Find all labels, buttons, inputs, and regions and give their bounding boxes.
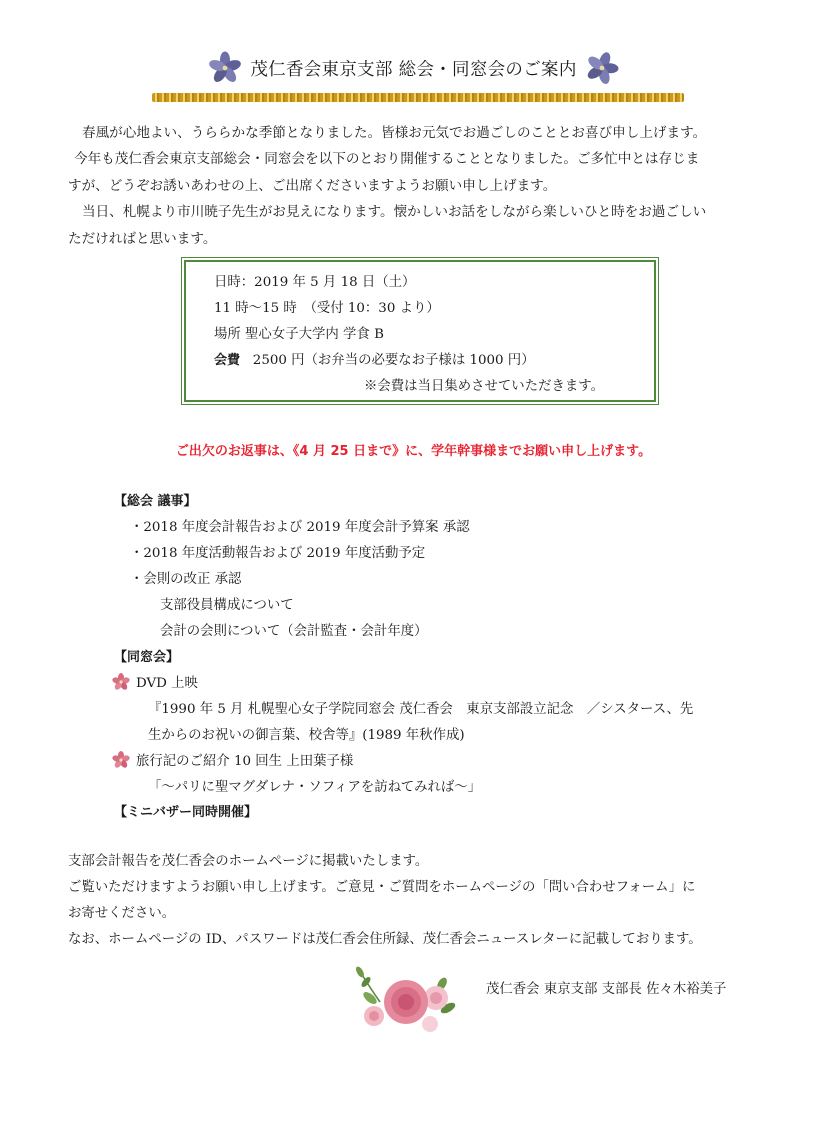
violet-flower-icon	[585, 51, 619, 85]
sakura-icon	[112, 673, 130, 691]
intro-text: すが、どうぞお誘いあわせの上、ご出席くださいますようお願い申し上げます。	[68, 177, 557, 194]
fee-label: 会費	[214, 353, 241, 368]
reunion-heading: 【同窓会】	[114, 650, 180, 665]
closing-line: ご覧いただけますようお願い申し上げます。ご意見・ご質問をホームページの「問い合わせフォーム」に	[68, 880, 696, 895]
signature: 茂仁香会 東京支部 支部長 佐々木裕美子	[486, 982, 727, 997]
agenda-item: ・2018 年度会計報告および 2019 年度会計予算案 承認	[130, 520, 470, 535]
fee-note: ※会費は当日集めさせていただきます。	[364, 379, 604, 394]
travel-title: 旅行記のご紹介 10 回生 上田葉子様	[136, 754, 354, 769]
closing-line: 支部会計報告を茂仁香会のホームページに掲載いたします。	[68, 854, 429, 869]
agenda-item: ・会則の改正 承認	[130, 572, 242, 587]
rose-bouquet-icon	[350, 958, 462, 1034]
closing-line: お寄せください。	[68, 906, 176, 921]
intro-paragraph-1	[68, 120, 768, 147]
closing-line: なお、ホームページの ID、パスワードは茂仁香会住所録、茂仁香会ニュースレターに記載しております。	[68, 932, 702, 947]
agenda-heading: 【総会 議事】	[114, 494, 197, 509]
title-row	[0, 50, 827, 86]
event-time: 11 時～15 時 （受付 10：30 より）	[214, 301, 440, 316]
travel-description: 「～パリに聖マグダレナ・ソフィアを訪ねてみれば～」	[148, 780, 482, 795]
agenda-item: ・2018 年度活動報告および 2019 年度活動予定	[130, 546, 426, 561]
event-info-box	[184, 260, 656, 402]
intro-paragraph-3	[68, 199, 768, 252]
intro-text: 今年も茂仁香会東京支部総会・同窓会を以下のとおり開催することとなりました。ご多忙中とは存じま	[74, 151, 700, 167]
dvd-description: 『1990 年 5 月 札幌聖心女子学院同窓会 茂仁香会 東京支部設立記念 ／シスタース、先	[148, 702, 694, 717]
fee-value: 2500 円（お弁当の必要なお子様は 1000 円）	[252, 353, 535, 368]
agenda-sub-item: 会計の会則について（会計監査・会計年度）	[160, 624, 428, 639]
intro-text: ただければと思います。	[68, 230, 217, 247]
sakura-icon	[112, 751, 130, 769]
event-date: 日時：2019 年 5 月 18 日（土）	[214, 275, 416, 290]
decorative-border	[152, 93, 684, 102]
intro-text: 春風が心地よい、うららかな季節となりました。皆様お元気でお過ごしのこととお喜び申し上げます。	[82, 125, 707, 141]
bazaar-heading: 【ミニバザー同時開催】	[114, 805, 258, 820]
page-title: 茂仁香会東京支部 総会・同窓会のご案内	[250, 59, 577, 80]
violet-flower-icon	[208, 51, 242, 85]
deadline-notice: ご出欠のお返事は、《4 月 25 日まで》に、学年幹事様までお願い申し上げます。	[175, 444, 652, 459]
dvd-title: DVD 上映	[136, 676, 198, 691]
dvd-description: 生からのお祝いの御言葉、校舎等』(1989 年秋作成)	[148, 728, 465, 743]
event-place: 場所 聖心女子大学内 学食 B	[214, 327, 384, 342]
agenda-sub-item: 支部役員構成について	[160, 598, 294, 613]
intro-paragraph-2	[68, 146, 768, 199]
intro-text: 当日、札幌より市川暁子先生がお見えになります。懐かしいお話をしながら楽しいひと時をお過ごしい	[82, 204, 707, 220]
event-fee	[214, 348, 535, 374]
